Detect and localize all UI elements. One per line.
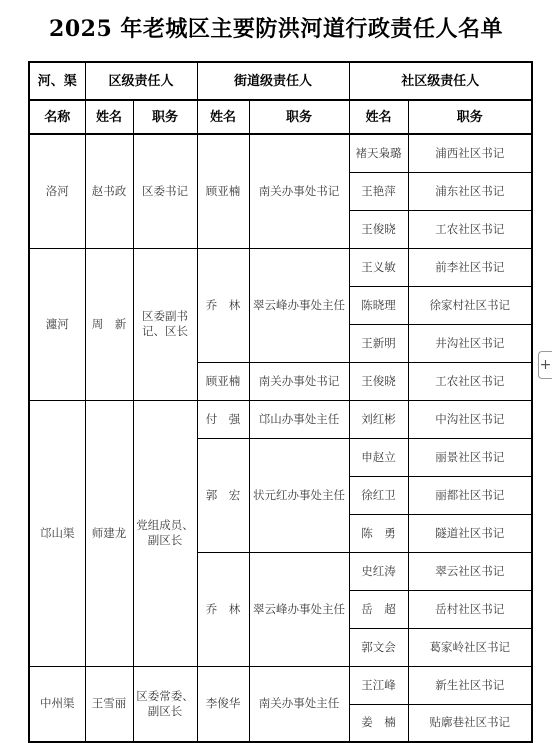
community-name-cell: 陈 勇: [349, 514, 408, 552]
street-duty-cell: 南关办事处主任: [249, 666, 349, 742]
street-duty-cell: 翠云峰办事处主任: [249, 248, 349, 362]
river-name-cell: 邙山渠: [29, 400, 85, 666]
community-name-cell: 王艳萍: [349, 172, 408, 210]
street-name-cell: 乔 林: [197, 552, 249, 666]
street-name-cell: 顾亚楠: [197, 362, 249, 400]
street-name-cell: 顾亚楠: [197, 134, 249, 248]
street-name-cell: 乔 林: [197, 248, 249, 362]
table-row: [29, 400, 532, 438]
community-duty-cell: 井沟社区书记: [408, 324, 532, 362]
district-name-cell: 王雪丽: [85, 666, 133, 742]
community-duty-cell: 贴廓巷社区书记: [408, 704, 532, 742]
community-name-cell: 刘红彬: [349, 400, 408, 438]
street-duty-cell: 翠云峰办事处主任: [249, 552, 349, 666]
community-duty-cell: 翠云社区书记: [408, 552, 532, 590]
river-name-cell: 中州渠: [29, 666, 85, 742]
street-name-cell: 付 强: [197, 400, 249, 438]
table-row: [29, 248, 532, 286]
community-duty-cell: 丽景社区书记: [408, 438, 532, 476]
district-header: 区级责任人: [85, 62, 197, 100]
community-duty-header: 职务: [408, 100, 532, 134]
district-name-cell: 周 新: [85, 248, 133, 400]
community-name-cell: 岳 超: [349, 590, 408, 628]
district-duty-header: 职务: [133, 100, 197, 134]
community-duty-cell: 岳村社区书记: [408, 590, 532, 628]
street-duty-cell: 邙山办事处主任: [249, 400, 349, 438]
community-name-cell: 徐红卫: [349, 476, 408, 514]
community-duty-cell: 徐家村社区书记: [408, 286, 532, 324]
responsibility-table: [28, 61, 533, 743]
community-name-cell: 王俊晓: [349, 210, 408, 248]
district-duty-cell: 区委副书记、区长: [133, 248, 197, 400]
river-header: 河、渠: [29, 62, 85, 100]
community-name-cell: 申赵立: [349, 438, 408, 476]
street-header: 街道级责任人: [197, 62, 349, 100]
community-name-header: 姓名: [349, 100, 408, 134]
expand-plus-icon[interactable]: +: [538, 351, 552, 379]
street-name-header: 姓名: [197, 100, 249, 134]
community-name-cell: 王俊晓: [349, 362, 408, 400]
street-name-cell: 李俊华: [197, 666, 249, 742]
district-name-cell: 师建龙: [85, 400, 133, 666]
document-title: 2025 年老城区主要防洪河道行政责任人名单: [49, 16, 503, 42]
river-name-header: 名称: [29, 100, 85, 134]
community-name-cell: 史红涛: [349, 552, 408, 590]
community-name-cell: 姜 楠: [349, 704, 408, 742]
street-duty-cell: 南关办事处书记: [249, 134, 349, 248]
street-duty-cell: 南关办事处书记: [249, 362, 349, 400]
community-duty-cell: 浦东社区书记: [408, 172, 532, 210]
community-duty-cell: 葛家岭社区书记: [408, 628, 532, 666]
community-duty-cell: 隧道社区书记: [408, 514, 532, 552]
community-header: 社区级责任人: [349, 62, 532, 100]
community-duty-cell: 中沟社区书记: [408, 400, 532, 438]
community-name-cell: 王江峰: [349, 666, 408, 704]
district-name-cell: 赵书政: [85, 134, 133, 248]
community-name-cell: 褚天枭璐: [349, 134, 408, 172]
river-name-cell: 瀍河: [29, 248, 85, 400]
district-duty-cell: 区委书记: [133, 134, 197, 248]
community-duty-cell: 工农社区书记: [408, 210, 532, 248]
community-duty-cell: 丽都社区书记: [408, 476, 532, 514]
header-row-2: [29, 100, 532, 134]
community-duty-cell: 前李社区书记: [408, 248, 532, 286]
district-duty-cell: 党组成员、副区长: [133, 400, 197, 666]
table-row: [29, 666, 532, 704]
street-duty-cell: 状元红办事处主任: [249, 438, 349, 552]
community-name-cell: 陈晓理: [349, 286, 408, 324]
street-name-cell: 郭 宏: [197, 438, 249, 552]
district-name-header: 姓名: [85, 100, 133, 134]
community-duty-cell: 浦西社区书记: [408, 134, 532, 172]
table-row: [29, 134, 532, 172]
community-name-cell: 王新明: [349, 324, 408, 362]
community-name-cell: 王义敏: [349, 248, 408, 286]
district-duty-cell: 区委常委、副区长: [133, 666, 197, 742]
header-row-1: [29, 62, 532, 100]
street-duty-header: 职务: [249, 100, 349, 134]
community-duty-cell: 新生社区书记: [408, 666, 532, 704]
river-name-cell: 洛河: [29, 134, 85, 248]
community-name-cell: 郭文会: [349, 628, 408, 666]
community-duty-cell: 工农社区书记: [408, 362, 532, 400]
